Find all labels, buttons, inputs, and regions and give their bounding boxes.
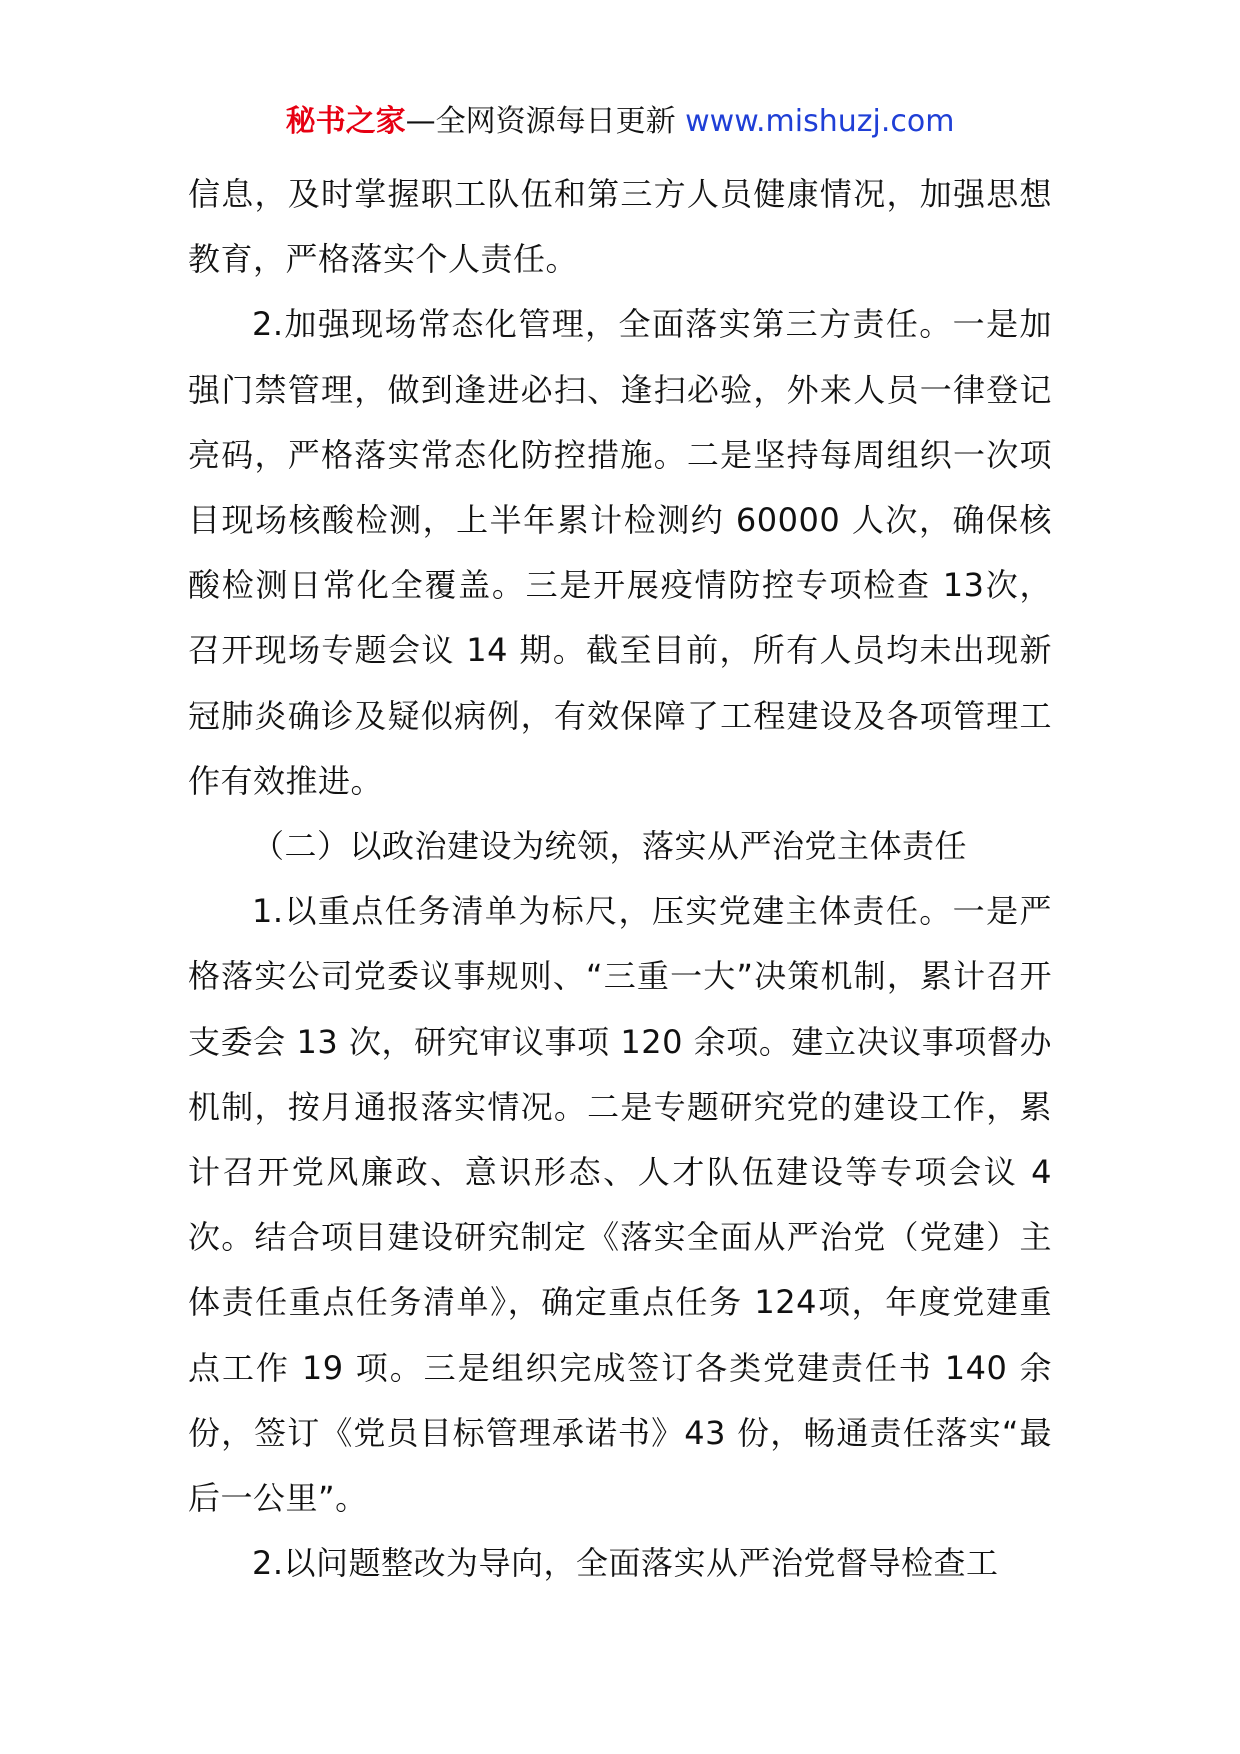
paragraph-site-management: 2.加强现场常态化管理，全面落实第三方责任。一是加强门禁管理，做到逢进必扫、逢扫必验，外来人员一律登记亮码，严格落实常态化防控措施。二是坚持每周组织一次项目现场核酸检测，上半年累计检测约 60000 人次，确保核酸检测日常化全覆盖。三是开展疫情防控专项检查 13次，召开现场专题会议 14 期。截至目前，所有人员均未出现新冠肺炎确诊及疑似病例，有效保障了工程建设及各项管理工作有效推进。 <box>188 305 1052 800</box>
site-header <box>0 100 1240 144</box>
paragraph-task-list: 1.以重点任务清单为标尺，压实党建主体责任。一是严格落实公司党委议事规则、“三重一大”决策机制，累计召开支委会 13 次，研究审议事项 120 余项。建立决议事项督办机制，按月通报落实情况。二是专题研究党的建设工作，累计召开党风廉政、意识形态、人才队伍建设等专项会议 4 次。结合项目建设研究制定《落实全面从严治党（党建）主体责任重点任务清单》，确定重点任务 124项，年度党建重点工作 19 项。三是组织完成签订各类党建责任书 140 余份，签订《党员目标管理承诺书》43 份，畅通责任落实“最后一公里”。 <box>188 892 1052 1518</box>
header-tagline: —全网资源每日更新 <box>405 104 686 139</box>
document-body <box>188 162 1052 1596</box>
paragraph-continuation: 信息，及时掌握职工队伍和第三方人员健康情况，加强思想教育，严格落实个人责任。 <box>188 175 1052 279</box>
section-heading-political-construction: （二）以政治建设为统领，落实从严治党主体责任 <box>252 827 968 866</box>
brand-name: 秘书之家 <box>285 104 406 139</box>
paragraph-rectification: 2.以问题整改为导向，全面落实从严治党督导检查工 <box>252 1544 999 1583</box>
site-url-link[interactable]: www.mishuzj.com <box>685 104 955 139</box>
